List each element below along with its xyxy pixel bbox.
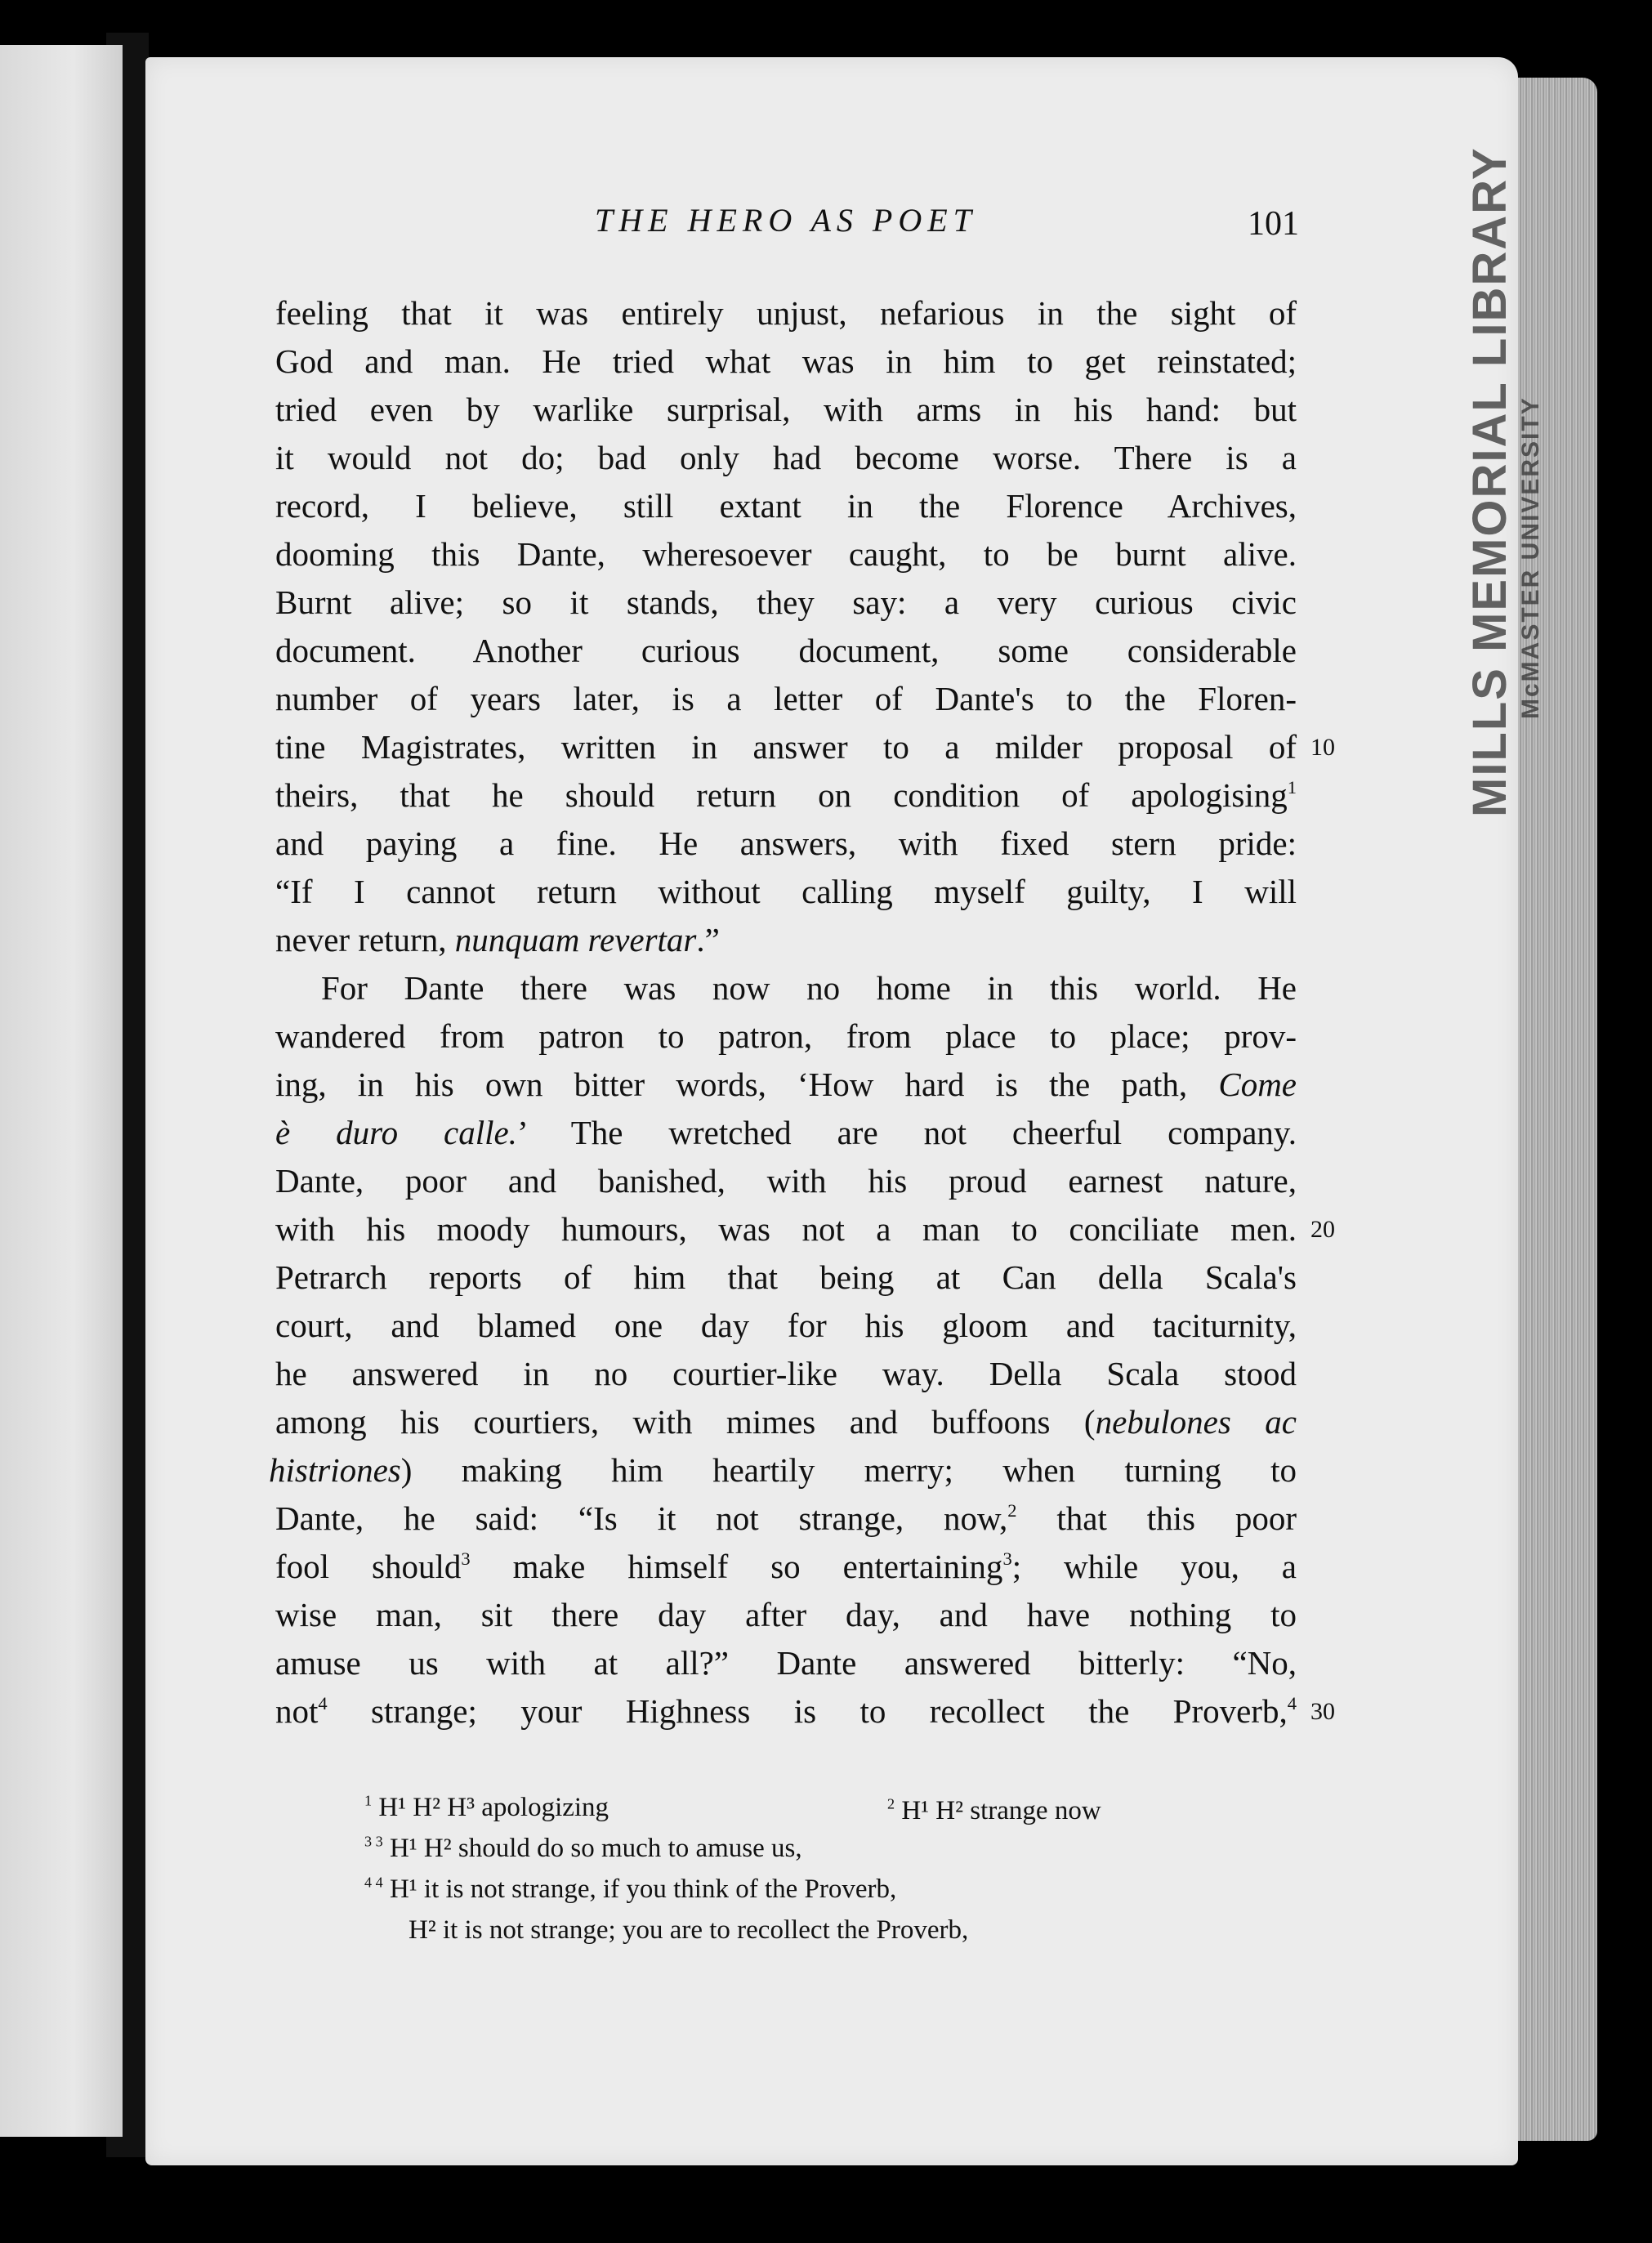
body-line: Burnt alive; so it stands, they say: a very curious civic [275,583,1297,621]
body-line: Petrarch reports of him that being at Can della Scala's [275,1258,1297,1296]
body-line: wandered from patron to patron, from place to place; prov- [275,1017,1297,1055]
footnote-text: H¹ H² strange now [901,1796,1101,1825]
body-line: Dante, poor and banished, with his proud earnest nature, [275,1162,1297,1200]
body-line: tine Magistrates, written in answer to a milder proposal of [275,728,1297,766]
text-run: Dante, he said: “Is it not strange, now, [275,1499,1008,1537]
italic-run: histriones [269,1451,401,1489]
footnote-ref: 2 [1007,1500,1017,1521]
body-line: God and man. He tried what was in him to get reinstated; [275,342,1297,380]
footnote: H² it is not strange; you are to recollect the Proverb, [409,1915,969,1945]
text-run: that this poor [1016,1499,1297,1537]
text-run: ’ The wretched are not cheerful company. [516,1114,1297,1151]
italic-run: è duro calle. [275,1114,517,1151]
body-line [275,1544,1297,1589]
footnote-ref: 1 [1287,777,1297,798]
page-number: 101 [1248,205,1299,243]
footnote [887,1793,1101,1829]
text-run: ; while you, a [1011,1548,1297,1585]
footnote-ref: 4 [318,1693,328,1714]
italic-run: nebulones ac [1095,1403,1297,1441]
italic-run: nunquam revertar [454,921,697,958]
facing-page-edge [0,45,123,2137]
footnote-text: H¹ it is not strange, if you think of the Proverb, [389,1874,897,1904]
body-line: amuse us with at all?” Dante answered bitterly: “No, [275,1644,1297,1682]
body-line: dooming this Dante, wheresoever caught, to be burnt alive. [275,535,1297,573]
text-run: fool should [275,1548,462,1585]
body-line [275,1495,1297,1541]
body-line [275,772,1297,818]
text-run: not [275,1692,319,1730]
body-line [275,1061,1297,1107]
text-run: ing, in his own bitter words, ‘How hard is the path, [275,1066,1219,1103]
footnote [364,1830,802,1866]
body-line [275,1110,1297,1155]
text-run: make himself so entertaining [470,1548,1003,1585]
library-stamp [1462,146,1545,817]
body-line: he answered in no courtier-like way. Della Scala stood [275,1355,1297,1392]
body-line: “If I cannot return without calling myself guilty, I will [275,873,1297,910]
body-line: number of years later, is a letter of Dante's to the Floren- [275,680,1297,717]
footnote [364,1871,896,1907]
footnote-mark: 4 4 [364,1874,383,1891]
text-run: ) making him heartily merry; when turning to [400,1451,1297,1489]
text-run: among his courtiers, with mimes and buffoons ( [275,1403,1096,1441]
body-line [275,917,1297,963]
footnote-mark: 3 3 [364,1833,383,1850]
body-line: feeling that it was entirely unjust, nefarious in the sight of [275,294,1297,332]
body-line: court, and blamed one day for his gloom and taciturnity, [275,1307,1297,1344]
library-stamp-sub: McMASTER UNIVERSITY [1517,396,1544,719]
text-run: never return, [275,921,455,958]
body-line: it would not do; bad only had become worse. There is a [275,439,1297,476]
line-number: 20 [1310,1216,1335,1243]
body-line: document. Another curious document, some considerable [275,632,1297,669]
body-line: with his moody humours, was not a man to conciliate men. [275,1210,1297,1248]
body-line [275,1399,1297,1445]
library-stamp-main: MILLS MEMORIAL LIBRARY [1463,146,1516,817]
line-number: 10 [1310,734,1335,761]
text-run: .” [696,921,720,958]
body-line: record, I believe, still extant in the Florence Archives, [275,487,1297,525]
body-line [269,1447,1297,1493]
body-line: tried even by warlike surprisal, with arms in his hand: but [275,391,1297,428]
footnote [364,1789,609,1825]
text-run: strange; your Highness is to recollect the Proverb, [327,1692,1288,1730]
footnote-text: H¹ H² H³ apologizing [378,1793,609,1822]
running-head: THE HERO AS POET [595,202,977,239]
footnote-mark: 1 [364,1792,373,1809]
text-run: theirs, that he should return on condition of apologising [275,776,1288,814]
body-line: wise man, sit there day after day, and have nothing to [275,1596,1297,1633]
footnote-mark: 2 [887,1795,895,1812]
line-number: 30 [1310,1698,1335,1725]
footnote-ref: 3 [1002,1548,1012,1570]
italic-run: Come [1218,1066,1297,1103]
footnote-text: H¹ H² should do so much to amuse us, [389,1834,802,1863]
body-line [275,1688,1297,1734]
body-line: For Dante there was now no home in this world. He [321,969,1297,1007]
body-line: and paying a fine. He answers, with fixed stern pride: [275,824,1297,862]
footnote-ref: 3 [461,1548,471,1570]
footnote-ref: 4 [1287,1693,1297,1714]
